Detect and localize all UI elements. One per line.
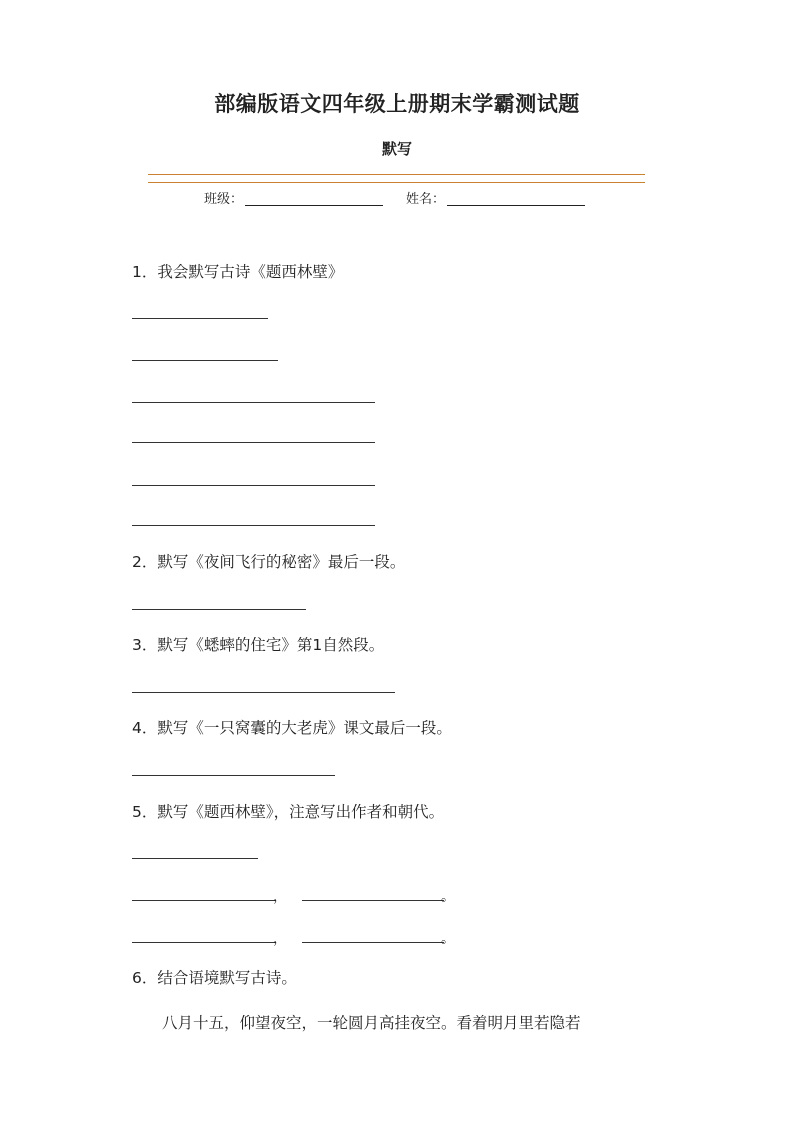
answer-blank[interactable]: [132, 485, 375, 486]
name-field: [406, 188, 585, 207]
period-mark: 。: [441, 931, 455, 947]
question-1: 1．我会默写古诗《题西林壁》: [132, 263, 344, 281]
class-label: 班级：: [204, 192, 244, 207]
period-mark: 。: [441, 889, 455, 905]
header-divider-bottom: [148, 182, 645, 183]
answer-blank[interactable]: [132, 858, 258, 859]
question-4: 4．默写《一只窝囊的大老虎》课文最后一段。: [132, 719, 452, 737]
question-3: 3．默写《蟋蟀的住宅》第1自然段。: [132, 636, 385, 654]
class-blank[interactable]: [245, 191, 383, 206]
class-field: [204, 188, 383, 207]
answer-blank[interactable]: [132, 692, 395, 693]
question-6: 6．结合语境默写古诗。: [132, 969, 297, 987]
page-subtitle: 默写: [381, 140, 412, 158]
passage-text: 八月十五，仰望夜空，一轮圆月高挂夜空。看着明月里若隐若: [162, 1014, 581, 1032]
answer-blank[interactable]: [132, 402, 375, 403]
comma-mark: ，: [273, 889, 287, 905]
name-label: 姓名：: [406, 192, 446, 207]
page-title: 部编版语文四年级上册期末学霸测试题: [214, 91, 580, 116]
answer-blank[interactable]: [132, 360, 278, 361]
answer-blank[interactable]: [132, 318, 268, 319]
question-2: 2．默写《夜间飞行的秘密》最后一段。: [132, 553, 406, 571]
header-divider-top: [148, 174, 645, 175]
name-blank[interactable]: [447, 191, 585, 206]
answer-blank[interactable]: [132, 609, 306, 610]
answer-blank[interactable]: [132, 442, 375, 443]
question-5: 5．默写《题西林壁》，注意写出作者和朝代。: [132, 803, 445, 821]
answer-blank[interactable]: [302, 900, 444, 901]
answer-blank[interactable]: [132, 525, 375, 526]
answer-blank[interactable]: [302, 942, 444, 943]
answer-blank[interactable]: [132, 942, 276, 943]
answer-blank[interactable]: [132, 775, 335, 776]
comma-mark: ，: [273, 931, 287, 947]
answer-blank[interactable]: [132, 900, 276, 901]
